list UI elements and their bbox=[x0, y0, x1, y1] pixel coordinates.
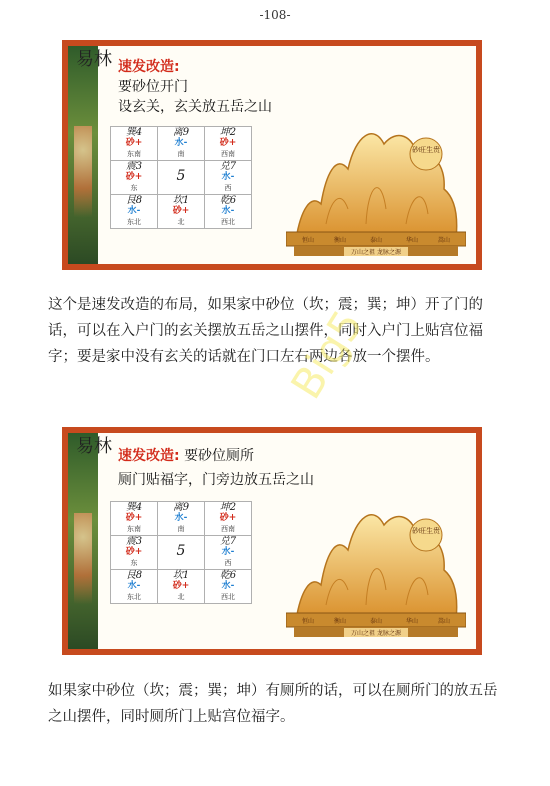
five-mountains-ornament bbox=[286, 114, 466, 264]
grid-row bbox=[111, 161, 252, 195]
grid-direction: 东南 bbox=[127, 525, 141, 533]
grid-direction: 东北 bbox=[127, 218, 141, 226]
grid-star: 水- bbox=[127, 581, 141, 591]
grid-direction: 东北 bbox=[127, 593, 141, 601]
grid-palace-name: 巽4 bbox=[125, 502, 143, 513]
grid-palace-name: 坤2 bbox=[219, 502, 237, 513]
brand-logo: 易林 bbox=[76, 436, 112, 457]
grid-star: 砂+ bbox=[172, 206, 190, 216]
grid-palace-name: 乾6 bbox=[219, 570, 237, 581]
grid-star: 水- bbox=[221, 172, 235, 182]
grid-palace-name: 兑7 bbox=[219, 161, 237, 172]
mountain-badge: 砂旺生贵 bbox=[412, 146, 440, 154]
grid-cell bbox=[111, 536, 158, 570]
grid-row bbox=[111, 570, 252, 604]
grid-palace-name: 兑7 bbox=[219, 536, 237, 547]
card-line2: 厕门贴福字，门旁边放五岳之山 bbox=[118, 472, 314, 488]
grid-cell bbox=[158, 570, 205, 604]
card-title bbox=[118, 56, 180, 76]
grid-palace-name: 坎1 bbox=[172, 570, 190, 581]
grid-direction: 北 bbox=[177, 218, 185, 226]
mountain-label: 恒山 bbox=[301, 618, 315, 625]
five-mountains-ornament bbox=[286, 495, 466, 645]
feng-shui-card-2 bbox=[62, 427, 482, 655]
grid-cell bbox=[111, 161, 158, 195]
grid-star: 砂+ bbox=[125, 138, 143, 148]
card-title-red: 速发改造: bbox=[118, 59, 180, 75]
mountain-label: 嵩山 bbox=[437, 618, 451, 625]
page-number: -108- bbox=[259, 8, 291, 22]
paragraph-1: 这个是速发改造的布局，如果家中砂位（坎；震；巽；坤）开了门的话，可以在入户门的玄关摆放五岳之山摆件，同时入户门上贴宫位福字；要是家中没有玄关的话就在门口左右两边各放一个摆件。 bbox=[48, 297, 483, 365]
grid-palace-name: 艮8 bbox=[125, 195, 143, 206]
grid-cell bbox=[158, 536, 205, 570]
nine-palace-grid bbox=[110, 501, 252, 604]
grid-palace-name: 离9 bbox=[172, 502, 190, 513]
grid-cell bbox=[205, 502, 252, 536]
card-line2: 设玄关，玄关放五岳之山 bbox=[118, 99, 272, 115]
mountain-label: 华山 bbox=[405, 618, 419, 625]
grid-direction: 西北 bbox=[221, 218, 235, 226]
grid-star: 水- bbox=[221, 581, 235, 591]
grid-cell bbox=[158, 195, 205, 229]
watermark: Big5 bbox=[281, 301, 373, 408]
grid-cell bbox=[111, 502, 158, 536]
grid-direction: 东 bbox=[130, 184, 138, 192]
grid-direction: 西南 bbox=[221, 150, 235, 158]
grid-star: 水- bbox=[127, 206, 141, 216]
grid-palace-name: 巽4 bbox=[125, 127, 143, 138]
grid-direction: 东南 bbox=[127, 150, 141, 158]
grid-palace-name: 乾6 bbox=[219, 195, 237, 206]
grid-star: 砂+ bbox=[125, 172, 143, 182]
feng-shui-card-1 bbox=[62, 40, 482, 270]
grid-cell bbox=[205, 161, 252, 195]
grid-star: 砂+ bbox=[172, 581, 190, 591]
grid-center-number: 5 bbox=[176, 543, 186, 559]
card-title-rest: 要砂位厕所 bbox=[184, 448, 255, 464]
grid-star: 水- bbox=[174, 138, 188, 148]
grid-palace-name: 坎1 bbox=[172, 195, 190, 206]
grid-cell bbox=[158, 161, 205, 195]
grid-direction: 南 bbox=[177, 525, 185, 533]
grid-direction: 西北 bbox=[221, 593, 235, 601]
mountain-label: 衡山 bbox=[333, 237, 347, 244]
grid-palace-name: 震3 bbox=[125, 536, 143, 547]
grid-star: 砂+ bbox=[219, 138, 237, 148]
grid-cell bbox=[205, 127, 252, 161]
card-title bbox=[118, 445, 254, 465]
grid-star: 砂+ bbox=[219, 513, 237, 523]
mountain-label: 华山 bbox=[405, 237, 419, 244]
grid-star: 砂+ bbox=[125, 513, 143, 523]
grid-direction: 南 bbox=[177, 150, 185, 158]
card-title-red: 速发改造: bbox=[118, 448, 180, 464]
grid-star: 水- bbox=[174, 513, 188, 523]
grid-cell bbox=[205, 536, 252, 570]
mountain-badge: 砂旺生贵 bbox=[412, 527, 440, 535]
grid-direction: 东 bbox=[130, 559, 138, 567]
mountain-label: 衡山 bbox=[333, 618, 347, 625]
grid-palace-name: 艮8 bbox=[125, 570, 143, 581]
grid-cell bbox=[111, 127, 158, 161]
grid-direction: 西南 bbox=[221, 525, 235, 533]
grid-cell bbox=[158, 127, 205, 161]
card-line1: 要砂位开门 bbox=[118, 79, 188, 95]
mountain-label: 恒山 bbox=[301, 237, 315, 244]
brand-logo: 易林 bbox=[76, 49, 112, 70]
grid-direction: 北 bbox=[177, 593, 185, 601]
grid-row bbox=[111, 502, 252, 536]
mountain-label: 泰山 bbox=[369, 237, 383, 244]
grid-cell bbox=[158, 502, 205, 536]
mountain-plaque: 万山之祖 龙脉之源 bbox=[351, 249, 401, 256]
grid-cell bbox=[205, 570, 252, 604]
grid-center-number: 5 bbox=[176, 168, 186, 184]
grid-star: 砂+ bbox=[125, 547, 143, 557]
grid-cell bbox=[111, 195, 158, 229]
grid-star: 水- bbox=[221, 206, 235, 216]
grid-cell bbox=[111, 570, 158, 604]
grid-row bbox=[111, 195, 252, 229]
grid-palace-name: 震3 bbox=[125, 161, 143, 172]
mountain-label: 泰山 bbox=[369, 618, 383, 625]
nine-palace-grid bbox=[110, 126, 252, 229]
grid-direction: 西 bbox=[224, 559, 232, 567]
paragraph-2: 如果家中砂位（坎；震；巽；坤）有厕所的话，可以在厕所门的放五岳之山摆件，同时厕所门上贴宫位福字。 bbox=[48, 683, 498, 725]
grid-palace-name: 离9 bbox=[172, 127, 190, 138]
grid-row bbox=[111, 536, 252, 570]
grid-star: 水- bbox=[221, 547, 235, 557]
mountain-plaque: 万山之祖 龙脉之源 bbox=[351, 630, 401, 637]
grid-row bbox=[111, 127, 252, 161]
grid-palace-name: 坤2 bbox=[219, 127, 237, 138]
mountain-label: 嵩山 bbox=[437, 237, 451, 244]
grid-direction: 西 bbox=[224, 184, 232, 192]
grid-cell bbox=[205, 195, 252, 229]
